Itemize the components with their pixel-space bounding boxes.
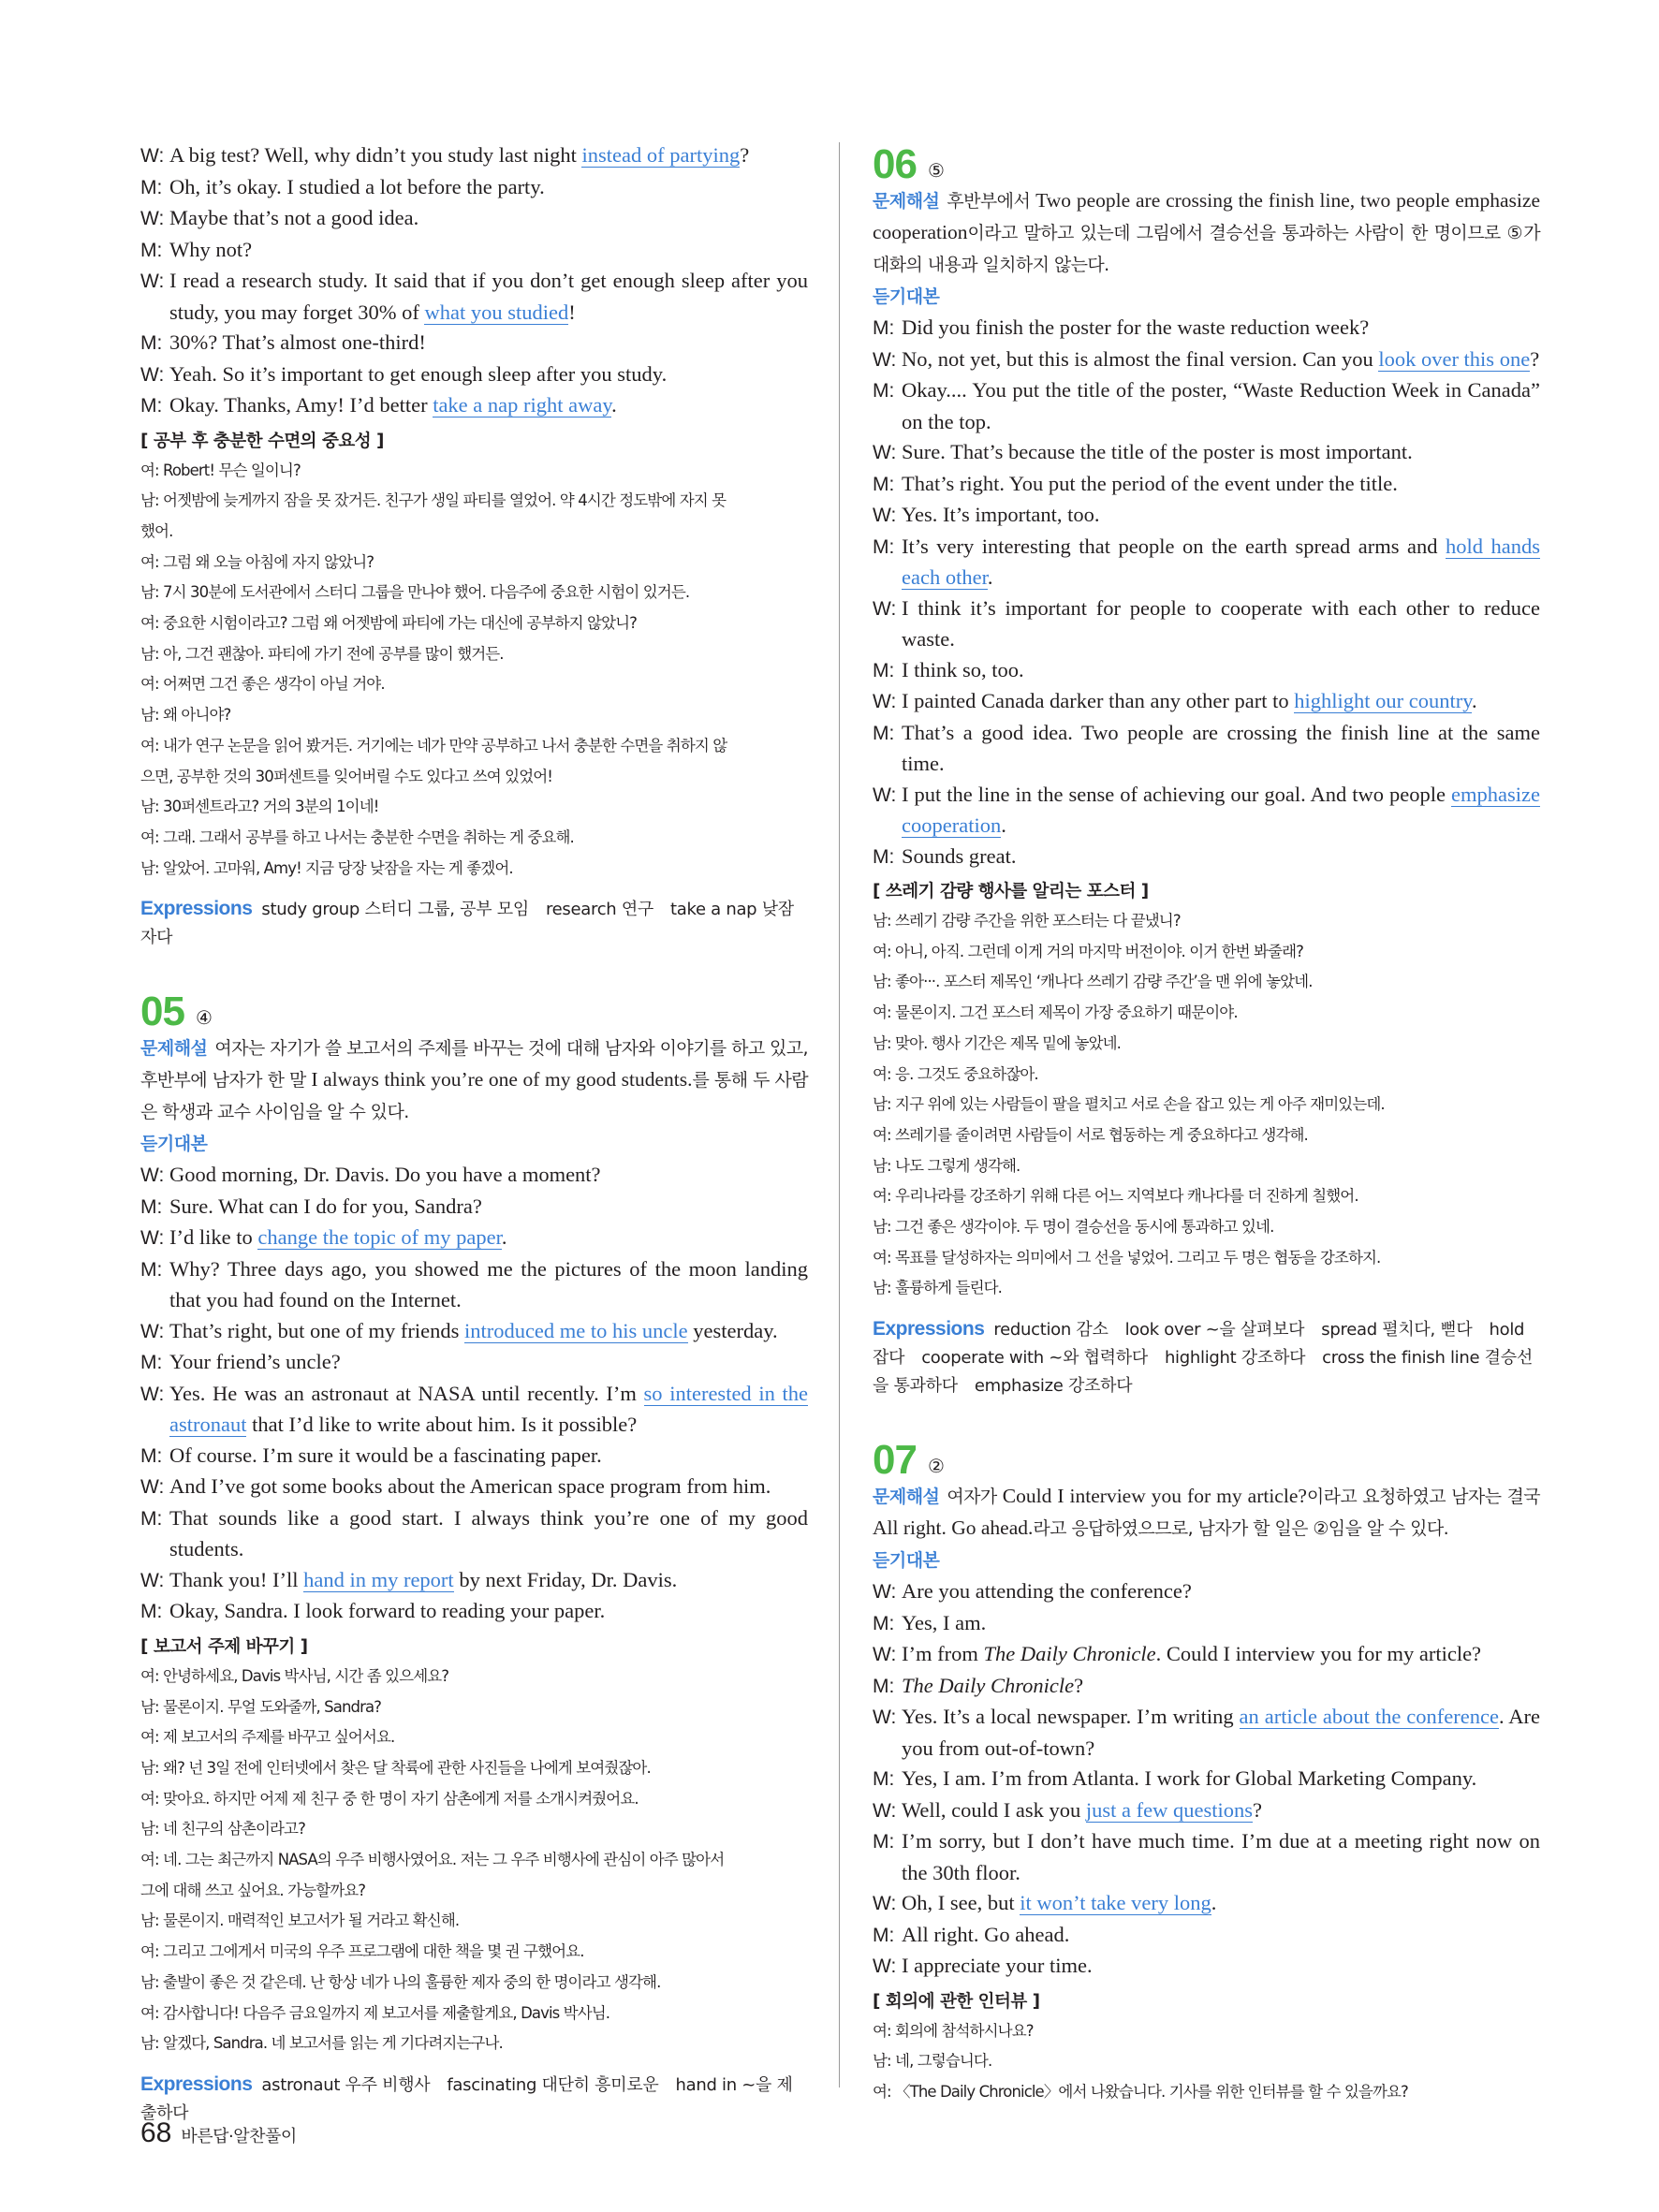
dialogue-top: [140, 140, 808, 422]
script-label: 듣기대본: [140, 1134, 208, 1155]
speaker-label: M:: [140, 395, 163, 417]
dialogue-text: That’s a good idea. Two people are crossing the finish line at the same time.: [902, 720, 1540, 775]
dialogue-line: [140, 266, 808, 328]
expression-item: hold 잡다: [873, 1320, 1525, 1369]
dialogue-text: .: [1211, 1891, 1217, 1915]
expression-item: emphasize 강조하다: [974, 1376, 1133, 1397]
speaker-label: M:: [140, 1352, 163, 1374]
dialogue-text: ?: [1074, 1673, 1084, 1697]
speaker-label: M:: [873, 1831, 895, 1853]
speaker-label: W:: [873, 505, 897, 526]
dialogue-text: Sounds great.: [902, 843, 1017, 868]
dialogue-07: [873, 1576, 1540, 1983]
blank-answer: highlight our country: [1294, 689, 1472, 712]
dialogue-text: ?: [740, 143, 750, 167]
speaker-label: W:: [140, 208, 165, 229]
speaker-label: W:: [873, 597, 897, 620]
speaker-label: M:: [140, 239, 163, 261]
script-label: 듣기대본: [873, 1550, 940, 1572]
speaker-label: M:: [873, 380, 895, 402]
speaker-label: M:: [873, 1924, 895, 1946]
dialogue-text: I think so, too.: [902, 657, 1024, 681]
dialogue-line: [873, 1795, 1540, 1827]
dialogue-text: Well, could I ask you: [902, 1797, 1086, 1822]
dialogue-text: Why? Three days ago, you showed me the pictures of the moon landing that you had found on the Internet.: [169, 1256, 808, 1312]
dialogue-line: [873, 780, 1540, 842]
translation-line: 여: 아니, 아직. 그런데 이게 거의 마지막 버전이야. 이거 한번 봐줄래?: [873, 942, 1304, 960]
script-label: 듣기대본: [873, 286, 940, 307]
dialogue-line: [140, 1223, 808, 1254]
translation-line: 했어.: [140, 521, 173, 540]
translation-line: 남: 쓰레기 감량 주간을 위한 포스터는 다 끝냈니?: [873, 912, 1181, 930]
translation-line: 여: 맞아요. 하지만 어제 제 친구 중 한 명이 자기 삼촌에게 저를 소개시켜줬어요.: [140, 1789, 639, 1808]
dialogue-text: Of course. I’m sure it would be a fascinating paper.: [169, 1443, 602, 1467]
quoted-english: Could I interview you for my article?: [1002, 1485, 1307, 1508]
blank-answer: so interested in the astronaut: [169, 1381, 808, 1437]
translation-line: 남: 맞아. 행사 기간은 제목 밑에 놓았네.: [873, 1033, 1122, 1052]
dialogue-line: [873, 500, 1540, 532]
explanation-text: 이라고 요청하였고 남자는 결국: [1306, 1487, 1541, 1508]
translation-line: 남: 지구 위에 있는 사람들이 팔을 펼치고 서로 손을 잡고 있는 게 아주 재미있는데.: [873, 1095, 1385, 1114]
dialogue-text: I appreciate your time.: [902, 1954, 1093, 1978]
dialogue-line: [873, 1920, 1540, 1952]
speaker-label: M:: [873, 473, 895, 495]
dialogue-line: [140, 1254, 808, 1316]
quoted-english: I always think you’re one of my good students.: [311, 1068, 693, 1091]
dialogue-text: Oh, I see, but: [902, 1891, 1020, 1915]
newspaper-title: The Daily Chronicle: [983, 1642, 1156, 1666]
speaker-label: M:: [140, 176, 163, 198]
dialogue-text: Why not?: [169, 237, 253, 261]
speaker-label: M:: [140, 1258, 163, 1281]
dialogue-line: [140, 1472, 808, 1503]
expression-item: reduction 감소: [993, 1320, 1108, 1340]
expressions-label: Expressions: [140, 2073, 253, 2095]
speaker-label: M:: [140, 332, 163, 354]
dialogue-line: [873, 1671, 1540, 1703]
dialogue-line: [873, 1764, 1540, 1795]
speaker-label: M:: [873, 659, 895, 681]
quoted-english: All right. Go ahead.: [873, 1516, 1034, 1540]
dialogue-text: .: [501, 1225, 507, 1250]
answer-mark: ⑤: [927, 159, 945, 182]
dialogue-text: .: [1472, 689, 1477, 712]
expression-item: astronaut 우주 비행사: [261, 2074, 431, 2095]
translation-line: 여: 그럼 왜 오늘 아침에 자지 않았니?: [140, 552, 374, 571]
translation-line: 여: 안녕하세요, Davis 박사님, 시간 좀 있으세요?: [140, 1666, 449, 1685]
speaker-label: M:: [140, 1507, 163, 1530]
answer-mark: ④: [195, 1006, 213, 1030]
dialogue-text: I’m sorry, but I don’t have much time. I’m due at a meeting right now on the 30th floor.: [902, 1829, 1540, 1884]
speaker-label: W:: [873, 348, 897, 371]
dialogue-line: [140, 390, 808, 422]
dialogue-text: .: [611, 393, 617, 417]
translation-line: 으면, 공부한 것의 30퍼센트를 잊어버릴 수도 있다고 쓰여 있었어!: [140, 767, 552, 785]
dialogue-text: .: [1001, 813, 1006, 837]
dialogue-text: No, not yet, but this is almost the final version. Can you: [902, 346, 1379, 371]
dialogue-line: [873, 1608, 1540, 1640]
dialogue-text: And I’ve got some books about the American space program from him.: [169, 1474, 771, 1499]
blank-answer: hand in my report: [303, 1567, 454, 1591]
blank-answer: look over this one: [1378, 346, 1531, 371]
question-header: [873, 140, 1540, 185]
dialogue-text: 30%? That’s almost one-third!: [169, 330, 426, 354]
dialogue-line: [140, 328, 808, 359]
dialogue-line: [140, 1503, 808, 1565]
question-number: 05: [140, 989, 184, 1035]
korean-section-title: [ 쓰레기 감량 행사를 알리는 포스터 ]: [873, 882, 1149, 901]
blank-answer: what you studied: [424, 300, 569, 324]
dialogue-line: [140, 1347, 808, 1379]
dialogue-line: [140, 1160, 808, 1192]
translation-line: 여: 어쩌면 그건 좋은 생각이 아닐 거야.: [140, 675, 385, 694]
translation-line: 여: 목표를 달성하자는 의미에서 그 선을 넣었어. 그리고 두 명은 협동을 강조하지.: [873, 1248, 1381, 1267]
translation-line: 남: 물론이지. 매력적인 보고서가 될 거라고 확신해.: [140, 1912, 460, 1930]
question-header: [140, 988, 808, 1033]
expression-item: look over ~을 살펴보다: [1124, 1320, 1305, 1340]
dialogue-text: Sure. What can I do for you, Sandra?: [169, 1194, 482, 1218]
speaker-label: W:: [873, 1956, 897, 1978]
dialogue-line: [873, 842, 1540, 873]
dialogue-text: . Could I interview you for my article?: [1155, 1642, 1482, 1666]
translation-line: 그에 대해 쓰고 싶어요. 가능할까요?: [140, 1881, 366, 1899]
dialogue-text: A big test? Well, why didn’t you study last night: [169, 143, 582, 167]
speaker-label: W:: [140, 1476, 165, 1499]
blank-answer: change the topic of my paper: [257, 1225, 502, 1250]
expressions-box: [873, 1315, 1540, 1400]
dialogue-line: [873, 1639, 1540, 1671]
dialogue-text: Are you attending the conference?: [902, 1579, 1192, 1604]
translation-line: 남: 알겠다, Sandra. 네 보고서를 읽는 게 기다려지는구나.: [140, 2034, 503, 2053]
answer-mark: ②: [927, 1455, 945, 1478]
translation-line: 남: 네 친구의 삼촌이라고?: [140, 1820, 305, 1838]
dialogue-text: That sounds like a good start. I always think you’re one of my good students.: [169, 1505, 808, 1561]
expression-item: highlight 강조하다: [1164, 1348, 1306, 1369]
dialogue-line: [873, 686, 1540, 718]
speaker-label: M:: [873, 1612, 895, 1634]
dialogue-text: All right. Go ahead.: [902, 1922, 1070, 1946]
korean-translation: [873, 2016, 1540, 2108]
dialogue-text: that I’d like to write about him. Is it possible?: [246, 1413, 638, 1437]
speaker-label: W:: [140, 145, 165, 167]
page-footer: [140, 2117, 297, 2149]
dialogue-line: [140, 1192, 808, 1223]
translation-line: 여: 네. 그는 최근까지 NASA의 우주 비행사였어요. 저는 그 우주 비행사에 관심이 아주 많아서: [140, 1851, 725, 1869]
dialogue-text: Yeah. So it’s important to get enough sleep after you study.: [169, 361, 668, 386]
speaker-label: W:: [140, 1165, 165, 1187]
translation-line: 남: 좋아···. 포스터 제목인 ‘캐나다 쓰레기 감량 주간’을 맨 위에 놓았네.: [873, 973, 1313, 991]
speaker-label: W:: [873, 1644, 897, 1666]
dialogue-line: [873, 532, 1540, 593]
dialogue-text: I’m from: [902, 1642, 984, 1666]
dialogue-line: [140, 1441, 808, 1472]
dialogue-text: I’d like to: [169, 1225, 258, 1250]
dialogue-text: by next Friday, Dr. Davis.: [453, 1567, 678, 1591]
dialogue-text: I put the line in the sense of achieving our goal. And two people: [902, 782, 1452, 806]
dialogue-text: Your friend’s uncle?: [169, 1350, 341, 1374]
translation-line: 남: 훌륭하게 들린다.: [873, 1279, 1003, 1297]
translation-line: 여: 중요한 시험이라고? 그럼 왜 어젯밤에 파티에 가는 대신에 공부하지 않았니?: [140, 614, 638, 633]
translation-line: 여: 쓰레기를 줄이려면 사람들이 서로 협동하는 게 중요하다고 생각해.: [873, 1125, 1308, 1144]
explanation-label: 문제해설: [140, 1038, 208, 1060]
translation-line: 여: 물론이지. 그건 포스터 제목이 가장 중요하기 때문이야.: [873, 1003, 1238, 1022]
dialogue-line: [873, 1702, 1540, 1764]
dialogue-line: [873, 375, 1540, 437]
dialogue-text: Yes, I am. I’m from Atlanta. I work for Global Marketing Company.: [902, 1766, 1477, 1791]
speaker-label: W:: [873, 784, 897, 806]
quoted-english: Two people are crossing the finish line, two people emphasize cooperation: [873, 189, 1540, 243]
dialogue-line: [140, 1379, 808, 1441]
translation-line: 남: 7시 30분에 도서관에서 스터디 그룹을 만나야 했어. 다음주에 중요한 시험이 있거든.: [140, 583, 690, 602]
question-number: 06: [873, 141, 917, 187]
dialogue-text: . Are you from out-of-town?: [902, 1705, 1540, 1760]
right-column: [873, 140, 1540, 2108]
dialogue-line: [873, 593, 1540, 655]
translation-line: 남: 어젯밤에 늦게까지 잠을 못 잤거든. 친구가 생일 파티를 열었어. 약 4시간 정도밖에 자지 못: [140, 491, 727, 510]
explanation-label: 문제해설: [873, 1487, 940, 1508]
explanation: [873, 1481, 1540, 1545]
dialogue-line: [140, 235, 808, 267]
dialogue-text: Oh, it’s okay. I studied a lot before the party.: [169, 174, 545, 198]
expression-item: cross the finish line 결승선을 통과하다: [873, 1348, 1533, 1397]
translation-line: 남: 30퍼센트라고? 거의 3분의 1이네!: [140, 798, 379, 816]
speaker-label: W:: [873, 1581, 897, 1604]
speaker-label: M:: [873, 845, 895, 868]
speaker-label: M:: [140, 1601, 163, 1623]
blank-answer: hold hands each other: [902, 534, 1540, 589]
explanation-text: 여자는 자기가 쓸 보고서의 주제를 바꾸는 것에 대해 남자와 이야기를 하고 있고, 후반부에 남자가 한 말: [140, 1038, 808, 1091]
speaker-label: W:: [140, 1227, 165, 1250]
expressions-box: [140, 895, 808, 952]
page-number: 68: [140, 2117, 172, 2148]
explanation-text: 이라고 말하고 있는데 그림에서 결승선을 통과하는 사람이 한 명이므로 ⑤가 대화의 내용과 일치하지 않는다.: [873, 223, 1540, 275]
dialogue-line: [873, 344, 1540, 376]
dialogue-line: [140, 203, 808, 235]
blank-answer: an article about the conference: [1239, 1705, 1499, 1729]
translation-line: 남: 알았어. 고마워, Amy! 지금 당장 낮잠을 자는 게 좋겠어.: [140, 858, 513, 877]
translation-line: 남: 왜 아니야?: [140, 706, 231, 725]
dialogue-text: I read a research study. It said that if you don’t get enough sleep after you study, you may forget 30% of: [169, 269, 808, 324]
speaker-label: W:: [140, 1569, 165, 1591]
question-number: 07: [873, 1437, 917, 1484]
translation-line: 여: 감사합니다! 다음주 금요일까지 제 보고서를 제출할게요, Davis 박사님.: [140, 2003, 610, 2022]
dialogue-line: [873, 718, 1540, 780]
translation-line: 남: 그건 좋은 생각이야. 두 명이 결승선을 동시에 통과하고 있네.: [873, 1218, 1274, 1237]
speaker-label: M:: [873, 535, 895, 558]
dialogue-text: !: [568, 300, 576, 324]
dialogue-line: [140, 140, 808, 172]
korean-translation: [140, 456, 808, 885]
speaker-label: W:: [140, 1320, 165, 1342]
expression-item: study group 스터디 그룹, 공부 모임: [261, 900, 529, 920]
dialogue-line: [140, 359, 808, 391]
speaker-label: M:: [873, 1675, 895, 1697]
dialogue-text: Okay, Sandra. I look forward to reading your paper.: [169, 1599, 606, 1623]
dialogue-text: That’s right, but one of my friends: [169, 1318, 464, 1342]
expression-item: research 연구: [545, 900, 654, 920]
dialogue-line: [873, 1888, 1540, 1920]
speaker-label: W:: [873, 442, 897, 463]
dialogue-text: Yes. It’s a local newspaper. I’m writing: [902, 1705, 1240, 1729]
translation-line: 여: 내가 연구 논문을 읽어 봤거든. 거기에는 네가 만약 공부하고 나서 충분한 수면을 취하지 않: [140, 736, 727, 754]
explanation-text: 라고 응답하였으므로, 남자가 할 일은 ②임을 알 수 있다.: [1033, 1518, 1449, 1540]
speaker-label: W:: [873, 1707, 897, 1729]
explanation-label: 문제해설: [873, 191, 940, 212]
dialogue-text: That’s right. You put the period of the event under the title.: [902, 471, 1398, 495]
blank-answer: it won’t take very long: [1020, 1891, 1211, 1915]
dialogue-text: Yes, I am.: [902, 1610, 987, 1634]
speaker-label: W:: [140, 363, 165, 386]
translation-line: 여: 그래. 그래서 공부를 하고 나서는 충분한 수면을 취하는 게 중요해.: [140, 828, 574, 846]
dialogue-line: [140, 1596, 808, 1628]
dialogue-text: It’s very interesting that people on the earth spread arms and: [902, 534, 1446, 558]
translation-line: 여: Robert! 무슨 일이니?: [140, 461, 301, 479]
korean-translation: [140, 1662, 808, 2059]
expression-item: fascinating 대단히 흥미로운: [447, 2074, 659, 2095]
expressions-label: Expressions: [873, 1318, 985, 1340]
speaker-label: M:: [140, 1195, 163, 1218]
speaker-label: W:: [140, 271, 165, 292]
column-divider: [839, 142, 840, 2087]
dialogue-line: [140, 1565, 808, 1597]
explanation-text: 후반부에서: [947, 191, 1036, 212]
expressions-label: Expressions: [140, 898, 253, 920]
expression-item: spread 펼치다, 뻗다: [1321, 1320, 1473, 1340]
translation-line: 여: 제 보고서의 주제를 바꾸고 싶어서요.: [140, 1728, 395, 1747]
explanation: [140, 1033, 808, 1128]
dialogue-line: [873, 655, 1540, 687]
newspaper-title: The Daily Chronicle: [902, 1673, 1075, 1697]
dialogue-06: [873, 313, 1540, 872]
dialogue-text: Good morning, Dr. Davis. Do you have a moment?: [169, 1163, 601, 1187]
speaker-label: W:: [873, 691, 897, 712]
korean-section-title: [ 공부 후 충분한 수면의 중요성 ]: [140, 431, 385, 451]
speaker-label: W:: [873, 1799, 897, 1822]
translation-line: 여: 회의에 참석하시나요?: [873, 2021, 1034, 2040]
speaker-label: W:: [873, 1893, 897, 1915]
dialogue-line: [873, 469, 1540, 501]
footer-label: 바른답·알찬풀이: [181, 2127, 297, 2146]
translation-line: 여: 우리나라를 강조하기 위해 다른 어느 지역보다 캐나다를 더 진하게 칠했어.: [873, 1187, 1358, 1206]
expression-item: cooperate with ~와 협력하다: [921, 1348, 1148, 1369]
translation-line: 여: 〈The Daily Chronicle〉에서 나왔습니다. 기사를 위한 인터뷰를 할 수 있을까요?: [873, 2083, 1408, 2102]
dialogue-text: yesterday.: [687, 1318, 778, 1342]
speaker-label: M:: [873, 1768, 895, 1791]
expression-item: take a nap 낮잠 자다: [140, 900, 794, 948]
dialogue-text: Sure. That’s because the title of the poster is most important.: [902, 440, 1413, 463]
left-column: [140, 140, 808, 2128]
translation-line: 남: 아, 그건 괜찮아. 파티에 가기 전에 공부를 많이 했거든.: [140, 644, 504, 663]
translation-line: 남: 출발이 좋은 것 같은데. 난 항상 네가 나의 훌륭한 제자 중의 한 명이라고 생각해.: [140, 1972, 661, 1991]
translation-line: 여: 그리고 그에게서 미국의 우주 프로그램에 대한 책을 몇 권 구했어요.: [140, 1942, 584, 1961]
expression-item: hand in ~을 제출하다: [140, 2074, 793, 2123]
speaker-label: W:: [140, 1383, 165, 1405]
dialogue-line: [140, 172, 808, 204]
dialogue-line: [873, 1951, 1540, 1983]
dialogue-text: Okay.... You put the title of the poster, “Waste Reduction Week in Canada” on the top.: [902, 378, 1540, 433]
blank-answer: take a nap right away: [433, 393, 612, 417]
explanation: [873, 185, 1540, 281]
dialogue-line: [873, 1826, 1540, 1888]
translation-line: 남: 나도 그렇게 생각해.: [873, 1156, 1020, 1175]
dialogue-05: [140, 1160, 808, 1628]
korean-translation: [873, 906, 1540, 1304]
korean-section-title: [ 보고서 주제 바꾸기 ]: [140, 1636, 308, 1657]
explanation-text: 를 통해 두 사람은 학생과 교수 사이임을 알 수 있다.: [140, 1070, 809, 1123]
korean-section-title: [ 회의에 관한 인터뷰 ]: [873, 1991, 1040, 2012]
dialogue-text: Okay. Thanks, Amy! I’d better: [169, 393, 433, 417]
blank-answer: just a few questions: [1085, 1797, 1254, 1822]
dialogue-text: Yes. He was an astronaut at NASA until recently. I’m: [169, 1381, 644, 1405]
translation-line: 여: 응. 그것도 중요하잖아.: [873, 1064, 1038, 1083]
dialogue-text: I painted Canada darker than any other part to: [902, 689, 1295, 712]
question-header: [873, 1436, 1540, 1484]
blank-answer: emphasize cooperation: [902, 782, 1540, 837]
dialogue-text: Thank you! I’ll: [169, 1567, 304, 1591]
dialogue-text: Yes. It’s important, too.: [902, 503, 1100, 526]
speaker-label: M:: [873, 722, 895, 744]
blank-answer: introduced me to his uncle: [463, 1318, 688, 1342]
dialogue-text: I think it’s important for people to cooperate with each other to reduce waste.: [902, 595, 1540, 651]
dialogue-line: [873, 313, 1540, 344]
translation-line: 남: 왜? 넌 3일 전에 인터넷에서 찾은 달 착륙에 관한 사진들을 나에게 보여줬잖아.: [140, 1758, 651, 1777]
dialogue-text: Did you finish the poster for the waste reduction week?: [902, 315, 1370, 339]
blank-answer: instead of partying: [581, 143, 741, 167]
dialogue-line: [140, 1316, 808, 1348]
dialogue-text: .: [987, 565, 993, 589]
dialogue-text: Maybe that’s not a good idea.: [169, 206, 419, 229]
dialogue-text: ?: [1253, 1797, 1263, 1822]
dialogue-line: [873, 1576, 1540, 1608]
speaker-label: M:: [873, 317, 895, 339]
dialogue-line: [873, 437, 1540, 469]
speaker-label: M:: [140, 1444, 163, 1467]
explanation-text: 여자가: [947, 1487, 1003, 1508]
translation-line: 남: 물론이지. 무얼 도와줄까, Sandra?: [140, 1697, 382, 1716]
translation-line: 남: 네, 그렇습니다.: [873, 2052, 992, 2071]
dialogue-text: ?: [1530, 346, 1540, 371]
